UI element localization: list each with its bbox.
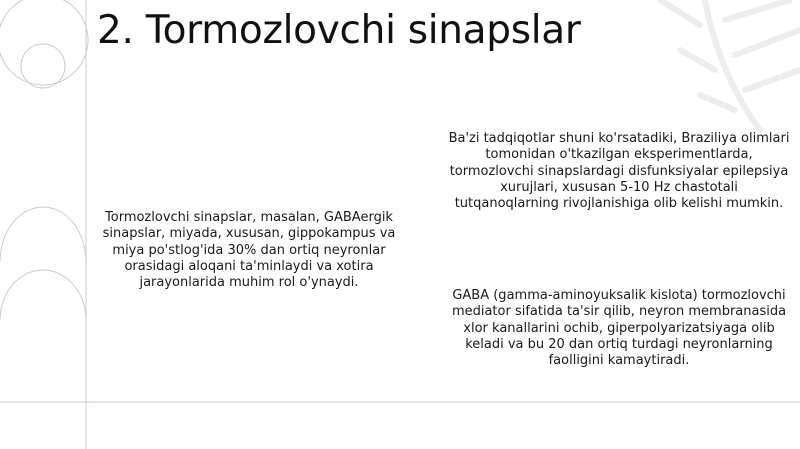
lower-arch	[0, 270, 86, 320]
upper-arch	[0, 207, 86, 449]
top-small-circle	[21, 44, 65, 88]
left-text-block: Tormozlovchi sinapslar, masalan, GABAergik sinapslar, miyada, xususan, gippokampus va miya po'stlog'ida 30% dan ortiq neyronlar orasidagi aloqani ta'minlaydi va xotira jarayonlarida muhim rol o'ynaydi.	[102, 210, 396, 291]
page-title: 2. Tormozlovchi sinapslar	[97, 8, 581, 53]
watermark-leaf	[660, 0, 800, 130]
top-large-circle	[0, 0, 88, 85]
right-bottom-text-block: GABA (gamma-aminoyuksalik kislota) tormozlovchi mediator sifatida ta'sir qilib, neyron membranasida xlor kanallarini ochib, giperpolyarizatsiyaga olib keladi va bu 20 dan ortiq turdagi neyronlarning faolligini kamaytiradi.	[451, 288, 787, 369]
right-top-text-block: Ba'zi tadqiqotlar shuni ko'rsatadiki, Braziliya olimlari tomonidan o'tkazilgan eksperimentlarda, tormozlovchi sinapslardagi disfunksiyalar epilepsiya xurujlari, xususan 5-10 Hz chastotali tutqanoqlarning rivojlanishiga olib kelishi mumkin.	[448, 131, 790, 212]
